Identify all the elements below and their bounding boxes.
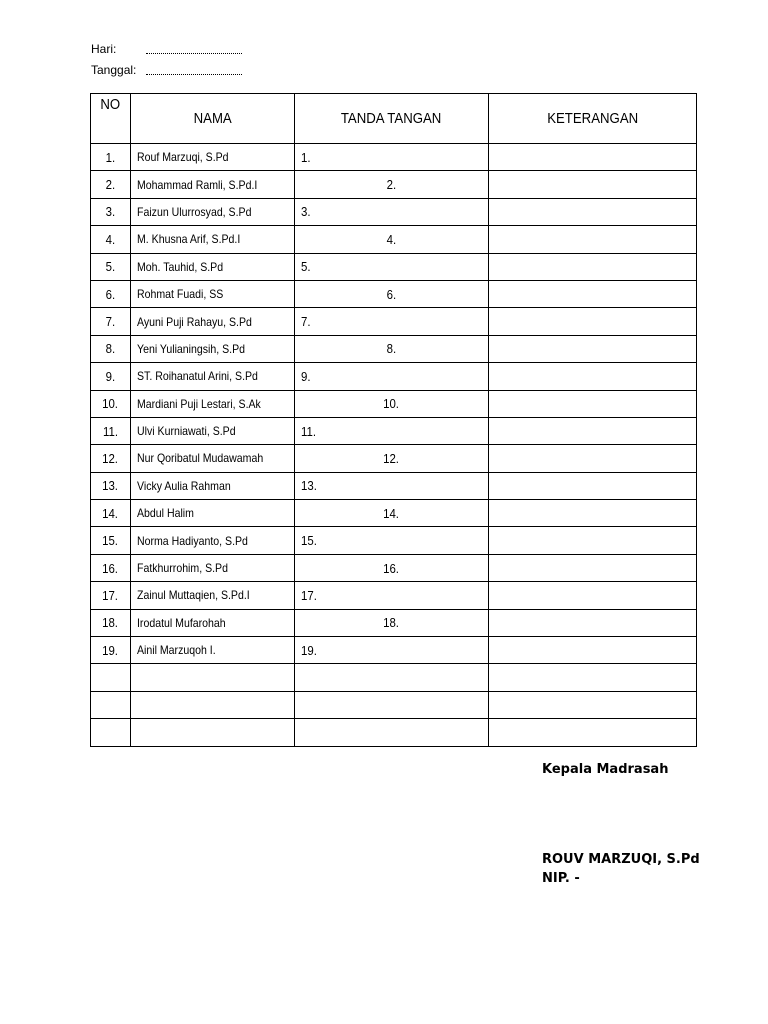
row-number: 17. [91,582,131,609]
signature-cell[interactable]: 5. [295,253,489,280]
row-number: 18. [91,609,131,636]
keterangan-cell[interactable] [489,226,697,253]
row-number: 16. [91,554,131,581]
signature-cell[interactable]: 11. [295,417,489,444]
row-number: 12. [91,445,131,472]
row-name: Irodatul Mufarohah [131,609,295,636]
row-name: Nur Qoribatul Mudawamah [131,445,295,472]
row-name: Vicky Aulia Rahman [131,472,295,499]
signature-cell[interactable]: 17. [295,582,489,609]
signature-cell[interactable]: 12. [295,445,489,472]
row-number: 11. [91,417,131,444]
keterangan-cell[interactable] [489,582,697,609]
row-number: 7. [91,308,131,335]
row-name: Yeni Yulianingsih, S.Pd [131,335,295,362]
table-row [91,417,697,444]
keterangan-cell[interactable] [489,664,697,691]
row-number: 3. [91,198,131,225]
keterangan-cell[interactable] [489,280,697,307]
signature-cell[interactable]: 16. [295,554,489,581]
hari-label: Hari: [91,42,117,56]
table-row [91,445,697,472]
table-row [91,691,697,718]
table-row [91,335,697,362]
row-name: Faizun Ulurrosyad, S.Pd [131,198,295,225]
row-number: 15. [91,527,131,554]
signature-cell[interactable]: 1. [295,144,489,171]
column-header-tanda-tangan: TANDA TANGAN [295,94,489,144]
row-number: 19. [91,637,131,664]
table-row [91,308,697,335]
row-number: 1. [91,144,131,171]
row-name: Rouf Marzuqi, S.Pd [131,144,295,171]
table-row [91,144,697,171]
signature-cell[interactable] [295,719,489,746]
signature-cell[interactable]: 10. [295,390,489,417]
row-name: Abdul Halim [131,500,295,527]
attendance-table [90,93,697,747]
row-number [91,719,131,746]
table-row [91,226,697,253]
row-name: Fatkhurrohim, S.Pd [131,554,295,581]
table-row [91,253,697,280]
keterangan-cell[interactable] [489,390,697,417]
table-row [91,500,697,527]
signature-cell[interactable]: 14. [295,500,489,527]
row-name: Mohammad Ramli, S.Pd.I [131,171,295,198]
row-name: Ulvi Kurniawati, S.Pd [131,417,295,444]
row-number [91,664,131,691]
row-name [131,719,295,746]
signature-nip: NIP. - [542,871,580,886]
keterangan-cell[interactable] [489,719,697,746]
table-row [91,171,697,198]
table-row [91,280,697,307]
row-name: Ayuni Puji Rahayu, S.Pd [131,308,295,335]
row-number: 6. [91,280,131,307]
row-number: 9. [91,363,131,390]
row-name: Ainil Marzuqoh I. [131,637,295,664]
row-number: 2. [91,171,131,198]
signature-cell[interactable]: 2. [295,171,489,198]
signature-cell[interactable]: 15. [295,527,489,554]
keterangan-cell[interactable] [489,637,697,664]
signature-cell[interactable] [295,664,489,691]
keterangan-cell[interactable] [489,363,697,390]
row-number [91,691,131,718]
keterangan-cell[interactable] [489,500,697,527]
signature-title: Kepala Madrasah [542,762,669,777]
row-number: 10. [91,390,131,417]
table-row [91,582,697,609]
signature-cell[interactable] [295,691,489,718]
row-name: Norma Hadiyanto, S.Pd [131,527,295,554]
row-name: M. Khusna Arif, S.Pd.I [131,226,295,253]
table-row [91,527,697,554]
keterangan-cell[interactable] [489,335,697,362]
keterangan-cell[interactable] [489,472,697,499]
keterangan-cell[interactable] [489,554,697,581]
row-number: 5. [91,253,131,280]
tanggal-field [91,63,136,77]
column-header-no: NO [91,94,131,144]
table-row [91,637,697,664]
row-number: 13. [91,472,131,499]
signature-cell[interactable]: 13. [295,472,489,499]
row-name: Rohmat Fuadi, SS [131,280,295,307]
keterangan-cell[interactable] [489,609,697,636]
signature-cell[interactable]: 4. [295,226,489,253]
signature-cell[interactable]: 19. [295,637,489,664]
row-number: 8. [91,335,131,362]
keterangan-cell[interactable] [489,171,697,198]
table-row [91,664,697,691]
column-header-keterangan: KETERANGAN [489,94,697,144]
row-name [131,664,295,691]
row-name: Mardiani Puji Lestari, S.Ak [131,390,295,417]
hari-blank-line[interactable] [146,53,242,54]
keterangan-cell[interactable] [489,527,697,554]
keterangan-cell[interactable] [489,144,697,171]
keterangan-cell[interactable] [489,445,697,472]
table-row [91,554,697,581]
signature-cell[interactable]: 8. [295,335,489,362]
table-row [91,363,697,390]
row-name: Zainul Muttaqien, S.Pd.I [131,582,295,609]
keterangan-cell[interactable] [489,198,697,225]
table-row [91,198,697,225]
signature-cell[interactable]: 3. [295,198,489,225]
signature-cell[interactable]: 7. [295,308,489,335]
row-name: ST. Roihanatul Arini, S.Pd [131,363,295,390]
table-header-row [91,94,697,144]
keterangan-cell[interactable] [489,308,697,335]
row-name: Moh. Tauhid, S.Pd [131,253,295,280]
keterangan-cell[interactable] [489,691,697,718]
table-row [91,609,697,636]
column-header-nama: NAMA [131,94,295,144]
signature-name: ROUV MARZUQI, S.Pd [542,852,700,867]
keterangan-cell[interactable] [489,253,697,280]
table-row [91,719,697,746]
row-number: 14. [91,500,131,527]
tanggal-blank-line[interactable] [146,74,242,75]
tanggal-label: Tanggal: [91,63,137,77]
signature-cell[interactable]: 18. [295,609,489,636]
keterangan-cell[interactable] [489,417,697,444]
row-name [131,691,295,718]
hari-field [91,42,116,56]
signature-cell[interactable]: 9. [295,363,489,390]
table-row [91,390,697,417]
signature-cell[interactable]: 6. [295,280,489,307]
row-number: 4. [91,226,131,253]
table-row [91,472,697,499]
